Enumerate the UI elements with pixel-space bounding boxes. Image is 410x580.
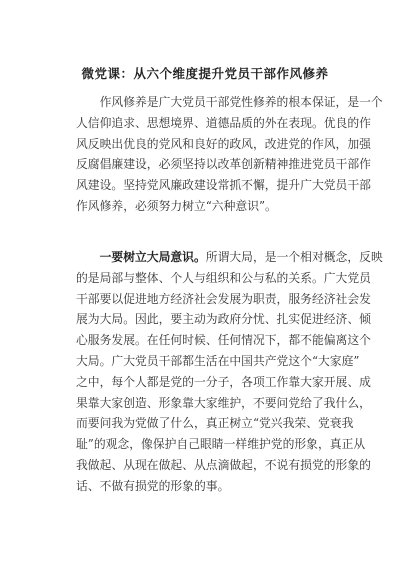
paragraph-line-first [76,247,383,268]
section-heading: 一要树立大局意识。 [76,250,206,264]
paragraph-line: 风建设。坚持党风廉政建设常抓不懈，提升广大党员干部 [76,178,371,193]
paragraph-line: 心服务发展。在任何时候、任何情况下，都不能偏离这个 [76,333,371,348]
paragraph-line: 话、不做有损党的形象的事。 [76,478,230,493]
paragraph-line: 而要问我为党做了什么，真正树立“党兴我荣、党衰我 [76,416,354,431]
paragraph-line: 作风修养，必须努力树立“六种意识”。 [76,198,277,213]
paragraph-line: 我做起、从现在做起、从点滴做起，不说有损党的形象的 [76,457,371,472]
paragraph-line: 人信仰追求、思想境界、道德品质的外在表现。优良的作 [76,115,371,130]
paragraph-line: 反腐倡廉建设，必须坚持以改革创新精神推进党员干部作 [76,157,371,172]
paragraph-line: 干部要以促进地方经济社会发展为职责，服务经济社会发 [76,291,371,306]
paragraph-text: 所谓大局，是一个相对概念，反映 [205,250,383,264]
paragraph-line: 果靠大家创造、形象靠大家维护，不要问党给了我什么， [76,395,371,410]
paragraph-line: 大局。广大党员干部都生活在中国共产党这个“大家庭” [76,353,360,368]
document-title: 微党课：从六个维度提升党员干部作风修养 [81,66,329,81]
paragraph-line: 之中，每个人都是党的一分子，各项工作靠大家开展、成 [76,374,371,389]
paragraph-line: 风反映出优良的党风和良好的政风，改进党的作风，加强 [76,136,371,151]
paragraph-line: 作风修养是广大党员干部党性修养的根本保证，是一个 [76,95,383,109]
paragraph-line: 展为大局。因此，要主动为政府分忧、扎实促进经济、倾 [76,312,371,327]
paragraph-line: 的是局部与整体、个人与组织和公与私的关系。广大党员 [76,270,371,285]
paragraph-line: 耻”的观念，像保护自己眼睛一样维护党的形象，真正从 [76,437,366,452]
paragraph-overall-awareness [76,247,383,497]
paragraph-intro [76,92,383,217]
